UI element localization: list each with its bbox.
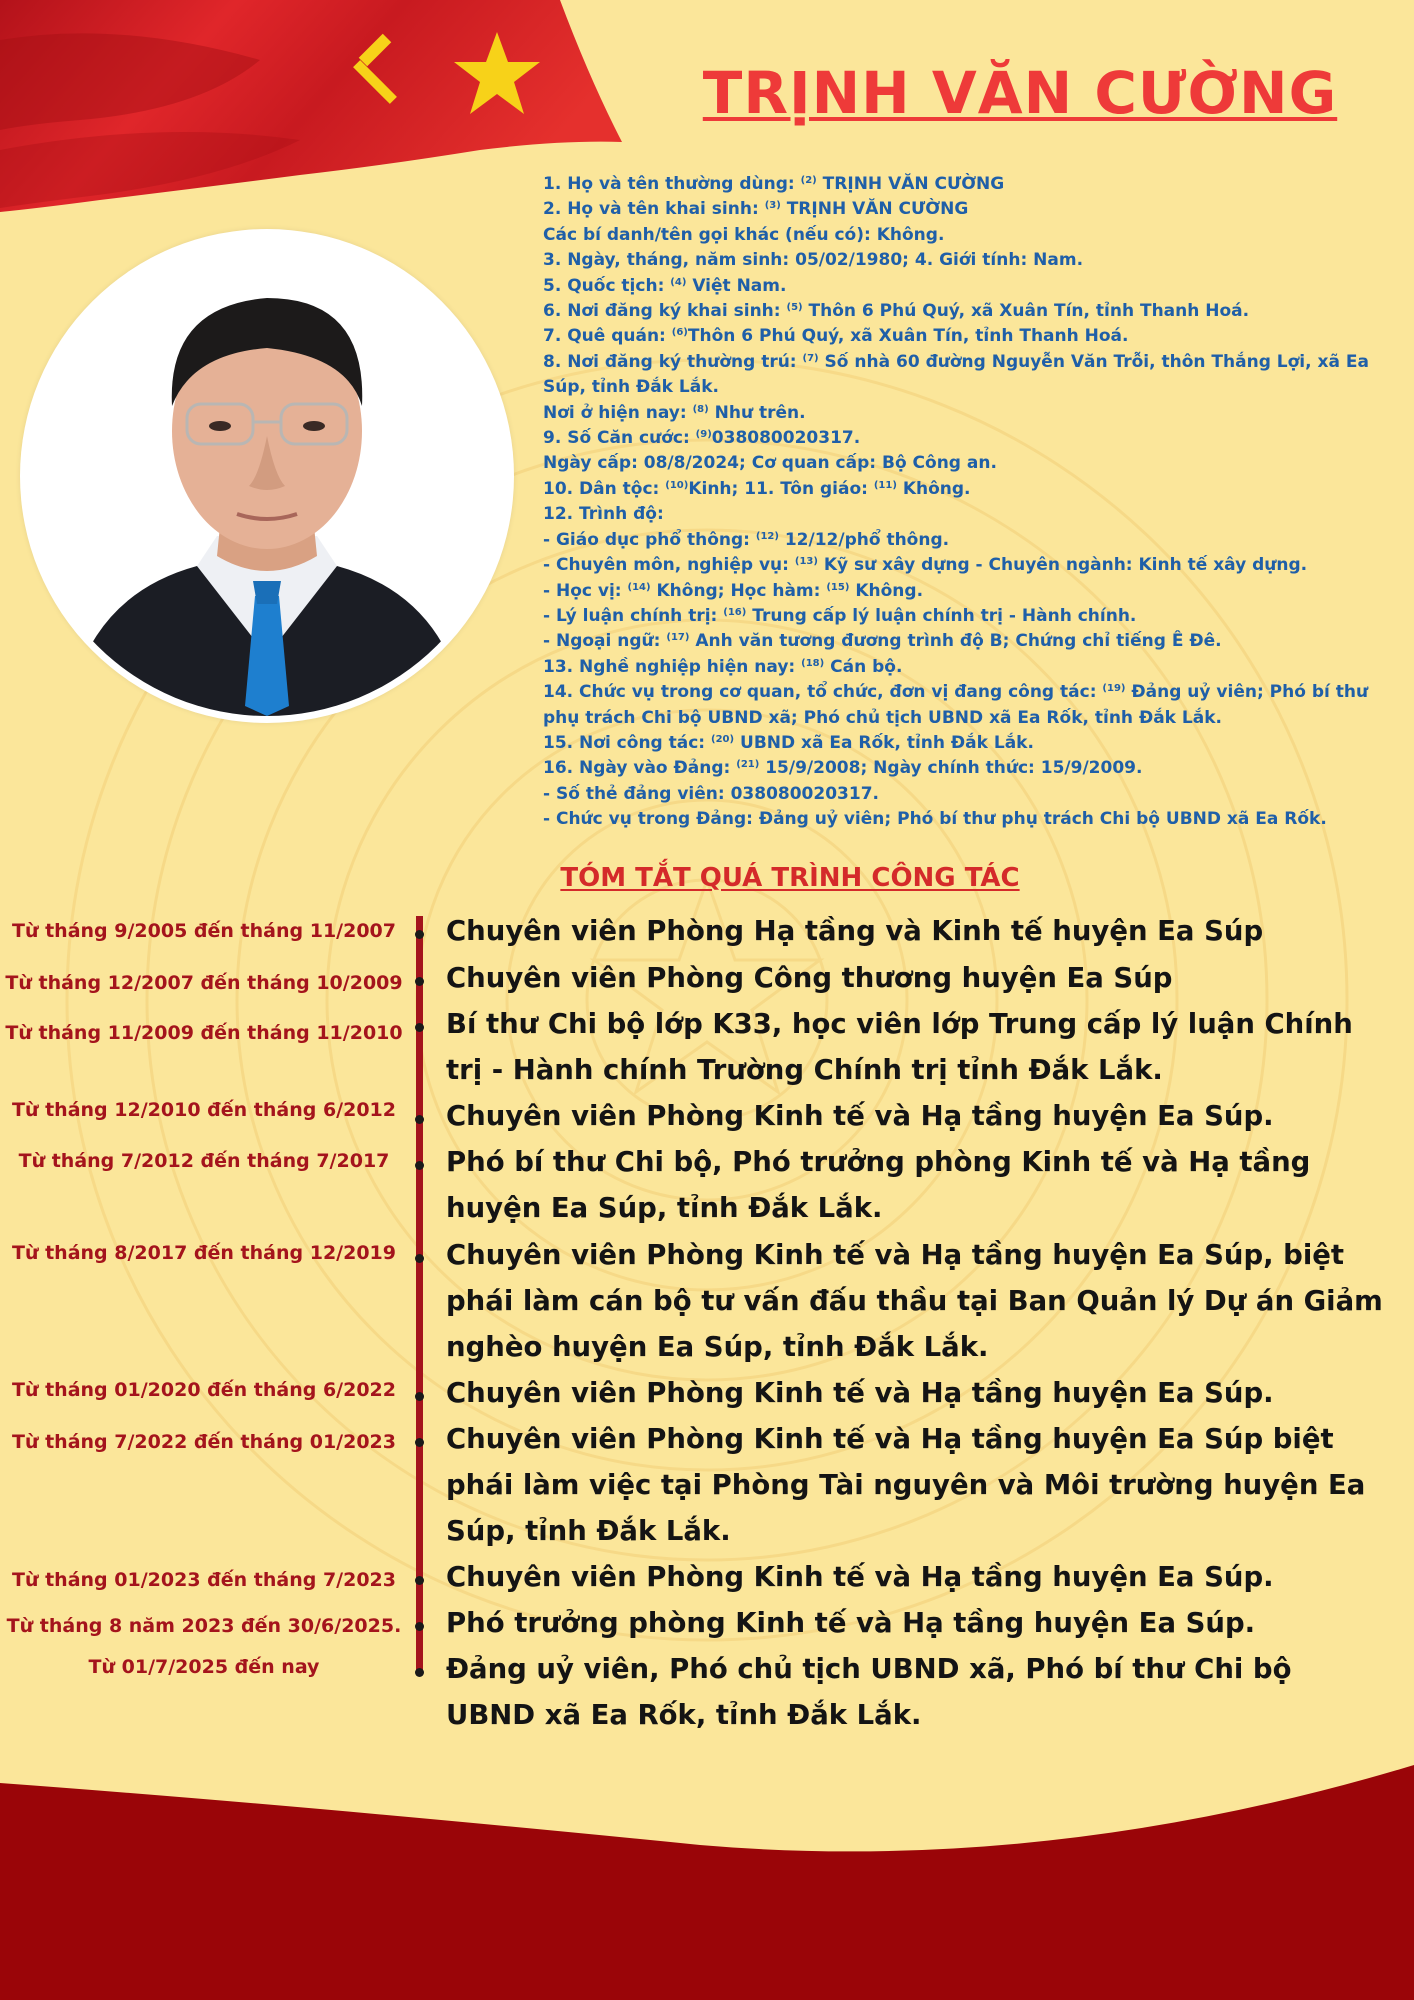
timeline-dot bbox=[415, 1668, 424, 1677]
info-birthdate-gender: 3. Ngày, tháng, năm sinh: 05/02/1980; 4. Giới tính: Nam. bbox=[543, 250, 1084, 271]
timeline-position: Phó bí thư Chi bộ, Phó trưởng phòng Kinh tế và Hạ tầng huyện Ea Súp, tỉnh Đắk Lắk. bbox=[446, 1146, 1311, 1224]
info-occupation: 13. Nghề nghiệp hiện nay: $^{(18)}$ Cán bộ. bbox=[543, 656, 903, 677]
personal-info-block bbox=[543, 172, 1403, 833]
timeline-position: Chuyên viên Phòng Kinh tế và Hạ tầng huyện Ea Súp. bbox=[446, 1100, 1274, 1132]
info-profession: - Chuyên môn, nghiệp vụ: $^{(13)}$ Kỹ sư xây dựng - Chuyên ngành: Kinh tế xây dựng. bbox=[543, 555, 1308, 576]
info-permanent-residence: 8. Nơi đăng ký thường trú: $^{(7)}$ Số nhà 60 đường Nguyễn Văn Trỗi, thôn Thắng Lợi, xã Ea Súp, tỉnh Đắk Lắk. bbox=[543, 351, 1369, 398]
timeline-period: Từ tháng 8/2017 đến tháng 12/2019 bbox=[12, 1242, 396, 1264]
timeline-dot bbox=[415, 1161, 424, 1170]
timeline-period: Từ tháng 7/2022 đến tháng 01/2023 bbox=[12, 1431, 396, 1453]
timeline-period: Từ tháng 12/2007 đến tháng 10/2009 bbox=[5, 972, 403, 994]
info-birth-registration: 6. Nơi đăng ký khai sinh: $^{(5)}$ Thôn 6 Phú Quý, xã Xuân Tín, tỉnh Thanh Hoá. bbox=[543, 301, 1250, 322]
timeline-period: Từ tháng 11/2009 đến tháng 11/2010 bbox=[5, 1022, 403, 1044]
info-nationality: 5. Quốc tịch: $^{(4)}$ Việt Nam. bbox=[543, 275, 787, 296]
timeline-position: Chuyên viên Phòng Kinh tế và Hạ tầng huyện Ea Súp biệt phái làm việc tại Phòng Tài nguyên và Môi trường huyện Ea Súp, tỉnh Đắk Lắk. bbox=[446, 1423, 1366, 1547]
info-hometown: 7. Quê quán: $^{(6)}$Thôn 6 Phú Quý, xã Xuân Tín, tỉnh Thanh Hoá. bbox=[543, 326, 1129, 347]
timeline-position: Chuyên viên Phòng Kinh tế và Hạ tầng huyện Ea Súp. bbox=[446, 1561, 1274, 1593]
info-id-issue: Ngày cấp: 08/8/2024; Cơ quan cấp: Bộ Công an. bbox=[543, 453, 997, 474]
info-political-theory: - Lý luận chính trị: $^{(16)}$ Trung cấp lý luận chính trị - Hành chính. bbox=[543, 605, 1137, 626]
timeline-position: Phó trưởng phòng Kinh tế và Hạ tầng huyện Ea Súp. bbox=[446, 1607, 1256, 1639]
timeline-position: Chuyên viên Phòng Kinh tế và Hạ tầng huyện Ea Súp, biệt phái làm cán bộ tư vấn đấu thầu tại Ban Quản lý Dự án Giảm nghèo huyện Ea Súp, tỉnh Đắk Lắk. bbox=[446, 1239, 1383, 1363]
hammer-sickle-icon bbox=[340, 28, 430, 113]
info-id-number: 9. Số Căn cước: $^{(9)}$038080020317. bbox=[543, 428, 861, 449]
timeline-period: Từ tháng 7/2012 đến tháng 7/2017 bbox=[18, 1150, 390, 1172]
bottom-band bbox=[0, 1765, 1414, 2000]
info-current-residence: Nơi ở hiện nay: $^{(8)}$ Như trên. bbox=[543, 402, 806, 423]
info-languages: - Ngoại ngữ: $^{(17)}$ Anh văn tương đương trình độ B; Chứng chỉ tiếng Ê Đê. bbox=[543, 631, 1222, 652]
info-degree: - Học vị: $^{(14)}$ Không; Học hàm: $^{(15)}$ Không. bbox=[543, 580, 924, 601]
timeline-dot bbox=[415, 977, 424, 986]
timeline-dot bbox=[415, 930, 424, 939]
timeline-dot bbox=[415, 1622, 424, 1631]
info-education-heading: 12. Trình độ: bbox=[543, 504, 664, 525]
info-birth-name: 2. Họ và tên khai sinh: $^{(3)}$ TRỊNH VĂN CƯỜNG bbox=[543, 199, 969, 220]
timeline-dot bbox=[415, 1023, 424, 1032]
info-party-position: - Chức vụ trong Đảng: Đảng uỷ viên; Phó bí thư phụ trách Chi bộ UBND xã Ea Rốk. bbox=[543, 809, 1327, 830]
info-workplace: 15. Nơi công tác: $^{(20)}$ UBND xã Ea Rốk, tỉnh Đắk Lắk. bbox=[543, 732, 1034, 753]
timeline-dot bbox=[415, 1438, 424, 1447]
timeline-position: Chuyên viên Phòng Hạ tầng và Kinh tế huyện Ea Súp bbox=[446, 915, 1264, 947]
timeline-position: Chuyên viên Phòng Công thương huyện Ea Súp bbox=[446, 962, 1173, 994]
info-current-position: 14. Chức vụ trong cơ quan, tổ chức, đơn vị đang công tác: $^{(19)}$ Đảng uỷ viên; Phó bí thư phụ trách Chi bộ UBND xã; Phó chủ tịch UBND xã Ea Rốk, tỉnh Đắk Lắk. bbox=[543, 682, 1369, 728]
timeline-period: Từ tháng 8 năm 2023 đến 30/6/2025. bbox=[6, 1615, 402, 1637]
info-party-join-date: 16. Ngày vào Đảng: $^{(21)}$ 15/9/2008; Ngày chính thức: 15/9/2009. bbox=[543, 758, 1143, 779]
timeline-period: Từ tháng 01/2023 đến tháng 7/2023 bbox=[12, 1569, 396, 1591]
timeline-period: Từ tháng 9/2005 đến tháng 11/2007 bbox=[12, 920, 396, 942]
portrait-photo bbox=[27, 236, 507, 716]
info-ethnicity-religion: 10. Dân tộc: $^{(10)}$Kinh; 11. Tôn giáo: $^{(11)}$ Không. bbox=[543, 478, 971, 499]
timeline-period: Từ 01/7/2025 đến nay bbox=[88, 1656, 320, 1678]
timeline-dot bbox=[415, 1115, 424, 1124]
info-general-education: - Giáo dục phổ thông: $^{(12)}$ 12/12/phổ thông. bbox=[543, 529, 950, 550]
timeline-position: Chuyên viên Phòng Kinh tế và Hạ tầng huyện Ea Súp. bbox=[446, 1377, 1274, 1409]
info-party-card: - Số thẻ đảng viên: 038080020317. bbox=[543, 783, 879, 804]
career-section-title: TÓM TẮT QUÁ TRÌNH CÔNG TÁC bbox=[560, 863, 1020, 893]
timeline-position: Bí thư Chi bộ lớp K33, học viên lớp Trung cấp lý luận Chính trị - Hành chính Trường Chính trị tỉnh Đắk Lắk. bbox=[446, 1008, 1353, 1086]
person-name-title: TRỊNH VĂN CƯỜNG bbox=[702, 59, 1338, 127]
timeline-period: Từ tháng 01/2020 đến tháng 6/2022 bbox=[12, 1379, 396, 1401]
timeline-dot bbox=[415, 1254, 424, 1263]
info-aliases: Các bí danh/tên gọi khác (nếu có): Không. bbox=[543, 224, 945, 245]
timeline-dot bbox=[415, 1392, 424, 1401]
timeline-period: Từ tháng 12/2010 đến tháng 6/2012 bbox=[12, 1099, 396, 1121]
star-icon bbox=[452, 30, 542, 116]
timeline-dot bbox=[415, 1576, 424, 1585]
info-common-name: 1. Họ và tên thường dùng: $^{(2)}$ TRỊNH VĂN CƯỜNG bbox=[543, 174, 1005, 194]
timeline-position: Đảng uỷ viên, Phó chủ tịch UBND xã, Phó bí thư Chi bộ UBND xã Ea Rốk, tỉnh Đắk Lắk. bbox=[446, 1653, 1292, 1731]
